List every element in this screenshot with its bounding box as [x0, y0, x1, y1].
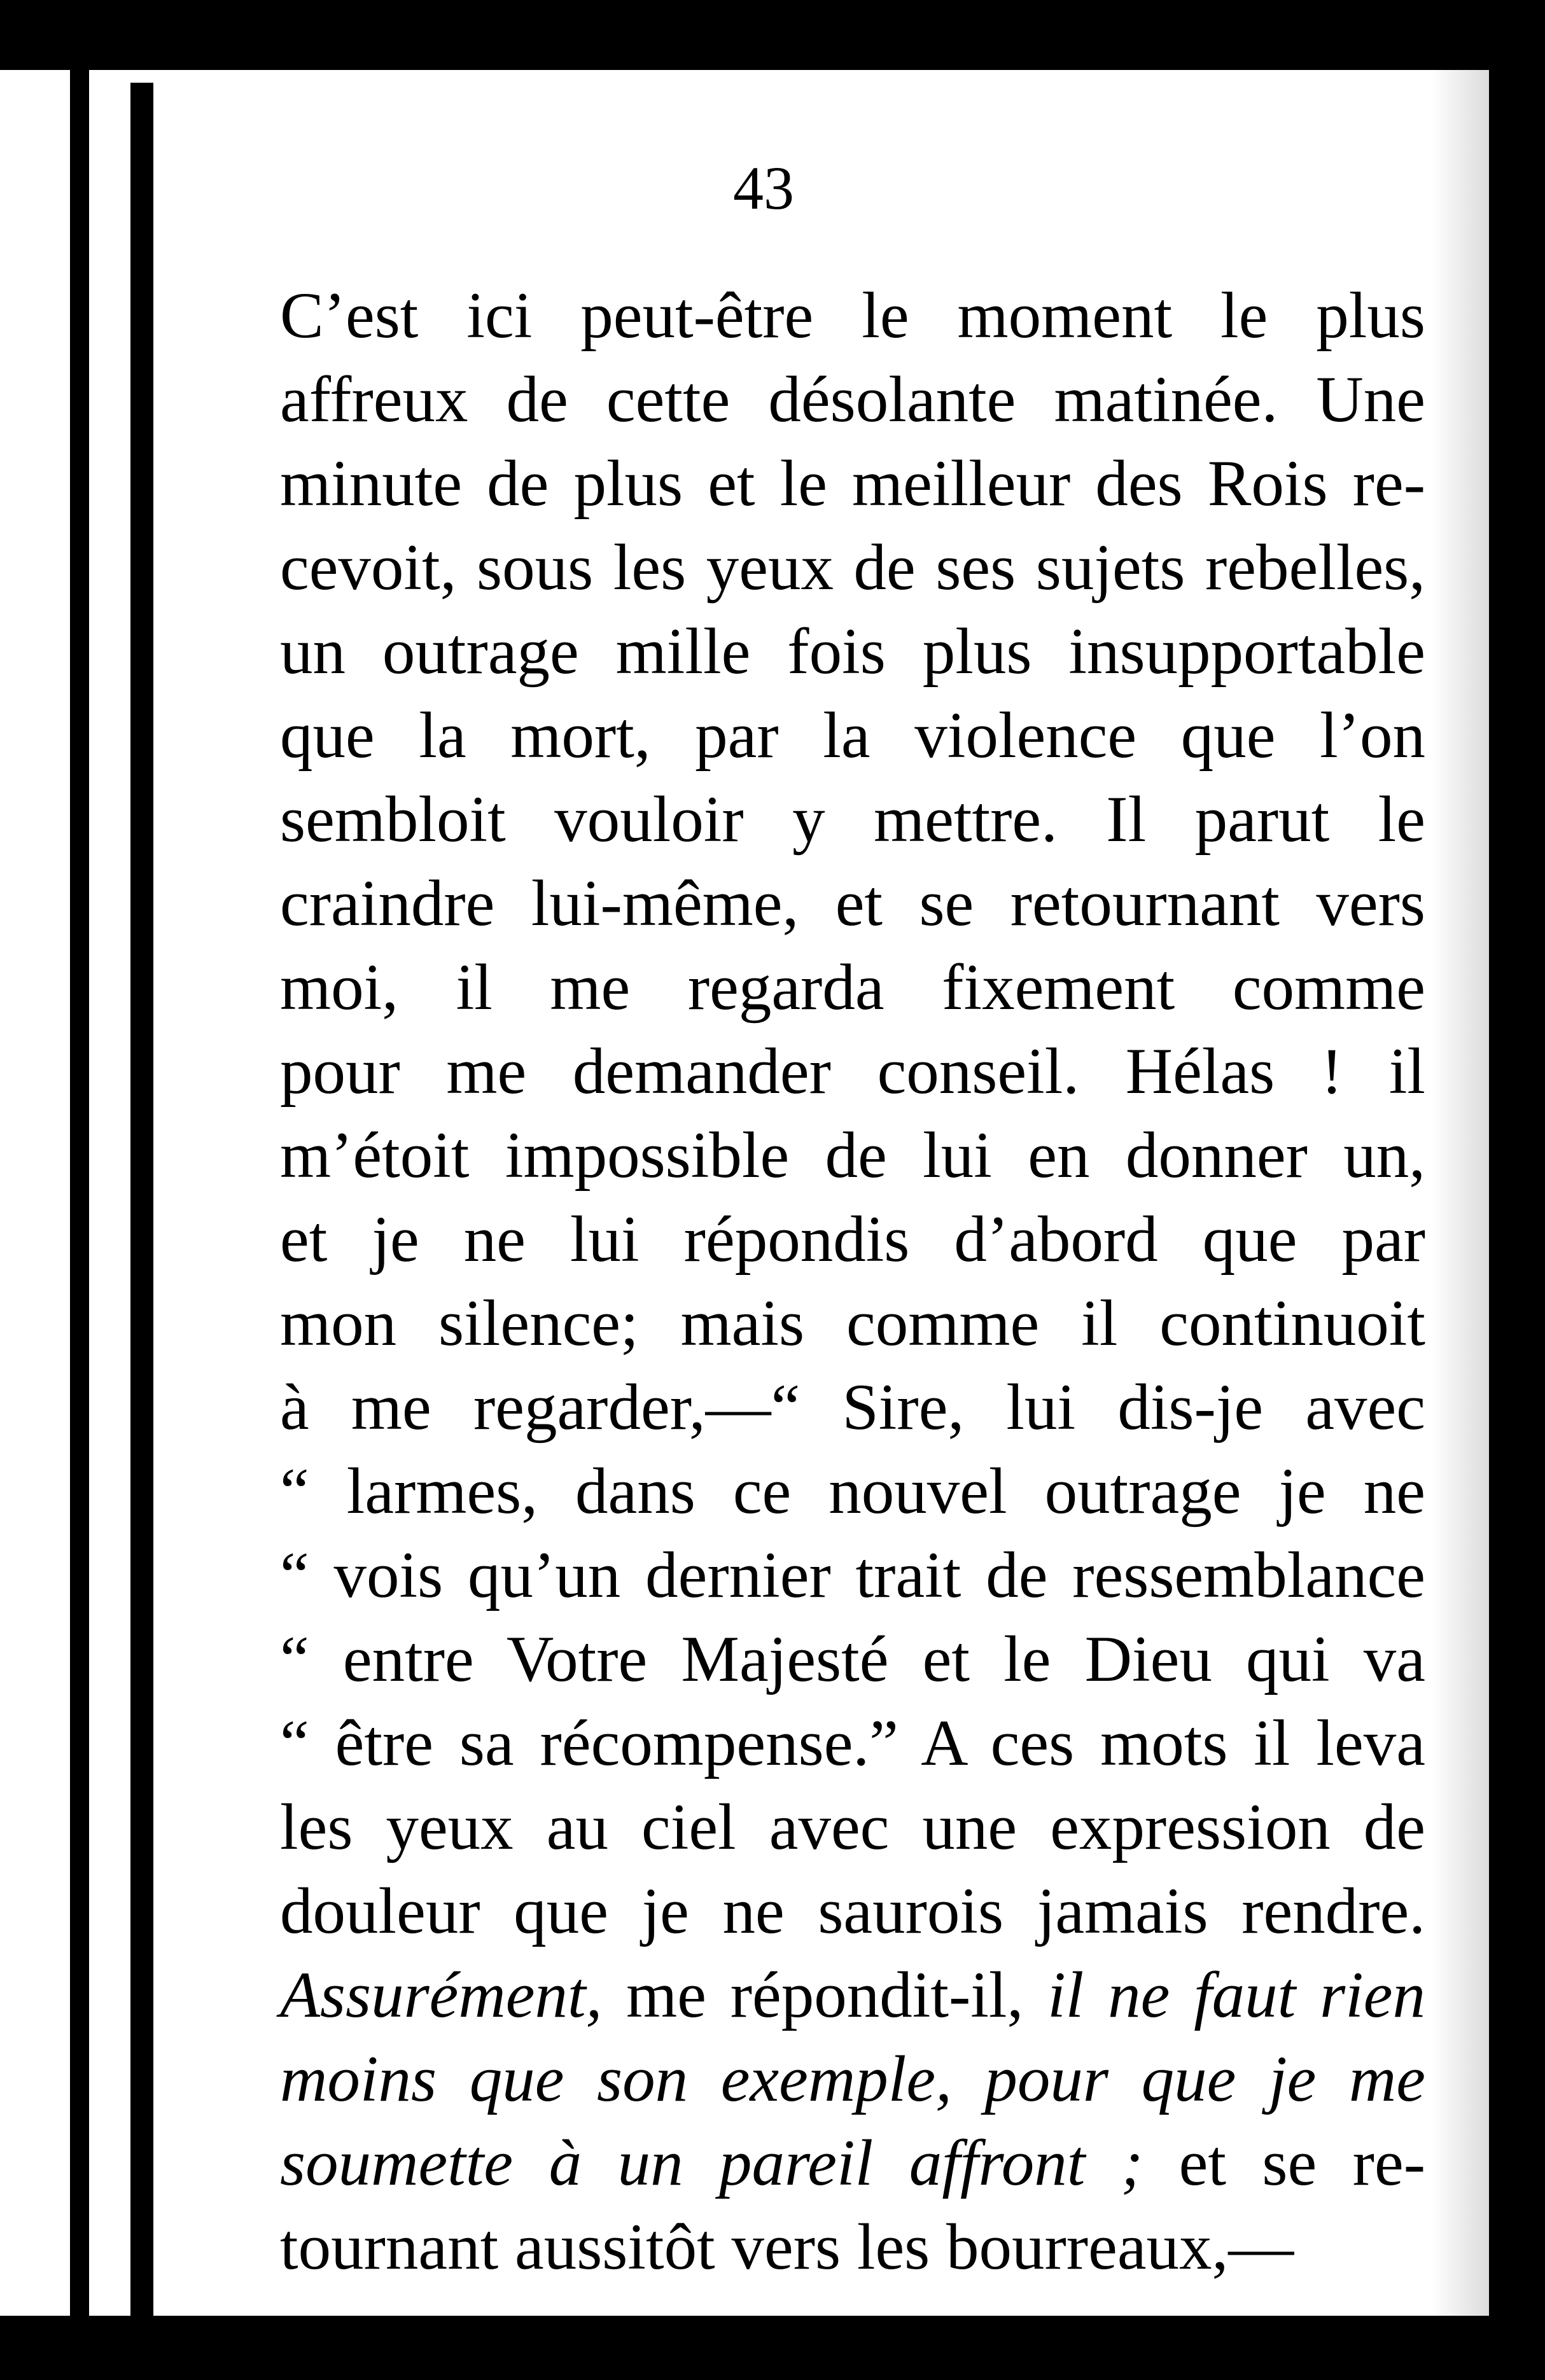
- text-line: C’est ici peut-être le moment le plus: [280, 279, 1425, 352]
- text-line: moi, il me regarda fixement comme: [280, 951, 1425, 1024]
- gutter-shadow: [130, 83, 153, 2335]
- normal-segment: et se re-: [1143, 2127, 1425, 2199]
- italic-segment: il ne faut rien: [1047, 1959, 1425, 2031]
- page-number: 43: [733, 154, 794, 222]
- text-line: pour me demander conseil. Hélas ! il: [280, 1035, 1425, 1108]
- text-line: cevoit, sous les yeux de ses sujets rebelles,: [280, 531, 1425, 604]
- body-text: [280, 274, 1425, 2289]
- text-line: et je ne lui répondis d’abord que par: [280, 1203, 1425, 1276]
- italic-segment: soumette à un pareil affront ;: [280, 2127, 1143, 2199]
- text-line-italic: moins que son exemple, pour que je me: [280, 2043, 1425, 2115]
- text-line: un outrage mille fois plus insupportable: [280, 615, 1425, 688]
- scan-border: [0, 2316, 1545, 2380]
- text-line-mixed: [280, 2121, 1425, 2205]
- text-line: les yeux au ciel avec une expression de: [280, 1791, 1425, 1863]
- text-line: mon silence; mais comme il continuoit: [280, 1287, 1425, 1360]
- text-line: à me regarder,—“ Sire, lui dis-je avec: [280, 1371, 1425, 1444]
- text-line: affreux de cette désolante matinée. Une: [280, 363, 1425, 436]
- text-line: “ entre Votre Majesté et le Dieu qui va: [280, 1623, 1425, 1695]
- italic-segment: Assurément,: [280, 1959, 603, 2031]
- text-line: minute de plus et le meilleur des Rois re-: [280, 447, 1425, 520]
- text-line: douleur que je ne saurois jamais rendre.: [280, 1875, 1425, 1947]
- binding-edge: [0, 70, 89, 2335]
- normal-segment: me répondit-il,: [602, 1959, 1048, 2031]
- text-line-mixed: [280, 1953, 1425, 2037]
- text-line: “ être sa récompense.” A ces mots il leva: [280, 1707, 1425, 1779]
- text-line: tournant aussitôt vers les bourreaux,—: [280, 2211, 1294, 2283]
- text-line: sembloit vouloir y mettre. Il parut le: [280, 783, 1425, 856]
- text-line: que la mort, par la violence que l’on: [280, 699, 1425, 772]
- text-line: “ larmes, dans ce nouvel outrage je ne: [280, 1455, 1425, 1528]
- text-line: “ vois qu’un dernier trait de ressemblance: [280, 1539, 1425, 1611]
- page-edge-shade: [1430, 70, 1507, 2335]
- text-line: craindre lui-même, et se retournant vers: [280, 867, 1425, 940]
- text-line: m’étoit impossible de lui en donner un,: [280, 1119, 1425, 1192]
